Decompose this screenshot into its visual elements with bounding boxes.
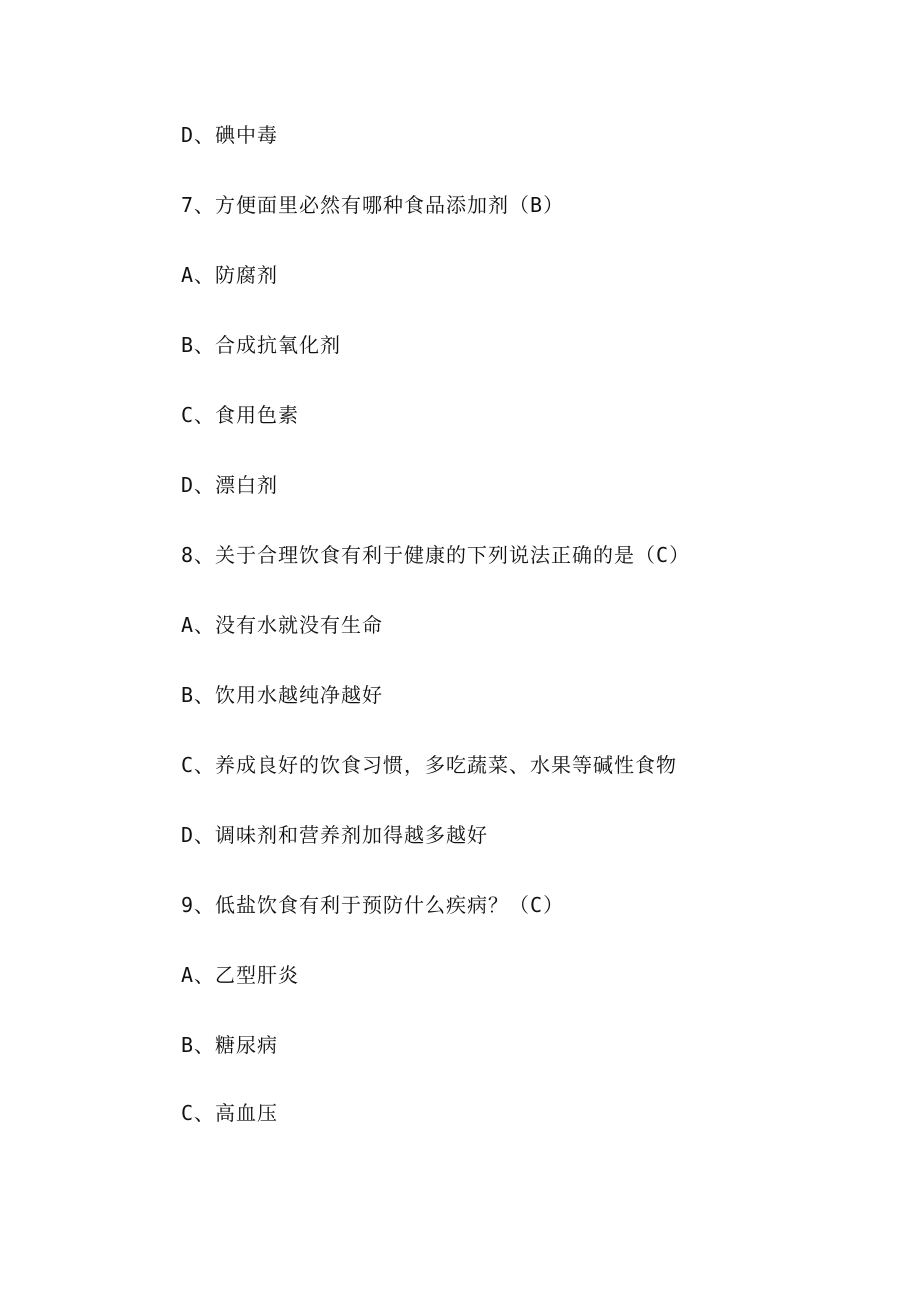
option-b-q8: B、饮用水越纯净越好	[181, 683, 384, 707]
option-b-q7: B、合成抗氧化剂	[181, 333, 342, 357]
option-a-q7: A、防腐剂	[181, 263, 279, 287]
option-d-q7: D、漂白剂	[181, 473, 279, 497]
option-a-q9: A、乙型肝炎	[181, 963, 300, 987]
option-c-q8: C、养成良好的饮食习惯，多吃蔬菜、水果等碱性食物	[181, 753, 678, 777]
option-c-q9: C、高血压	[181, 1101, 279, 1125]
option-a-q8: A、没有水就没有生命	[181, 613, 384, 637]
option-d-q6: D、碘中毒	[181, 123, 279, 147]
option-c-q7: C、食用色素	[181, 403, 300, 427]
question-7: 7、方便面里必然有哪种食品添加剂（B）	[181, 193, 565, 217]
option-d-q8: D、调味剂和营养剂加得越多越好	[181, 823, 489, 847]
question-8: 8、关于合理饮食有利于健康的下列说法正确的是（C）	[181, 543, 691, 567]
option-b-q9: B、糖尿病	[181, 1033, 279, 1057]
question-9: 9、低盐饮食有利于预防什么疾病？（C）	[181, 893, 565, 917]
